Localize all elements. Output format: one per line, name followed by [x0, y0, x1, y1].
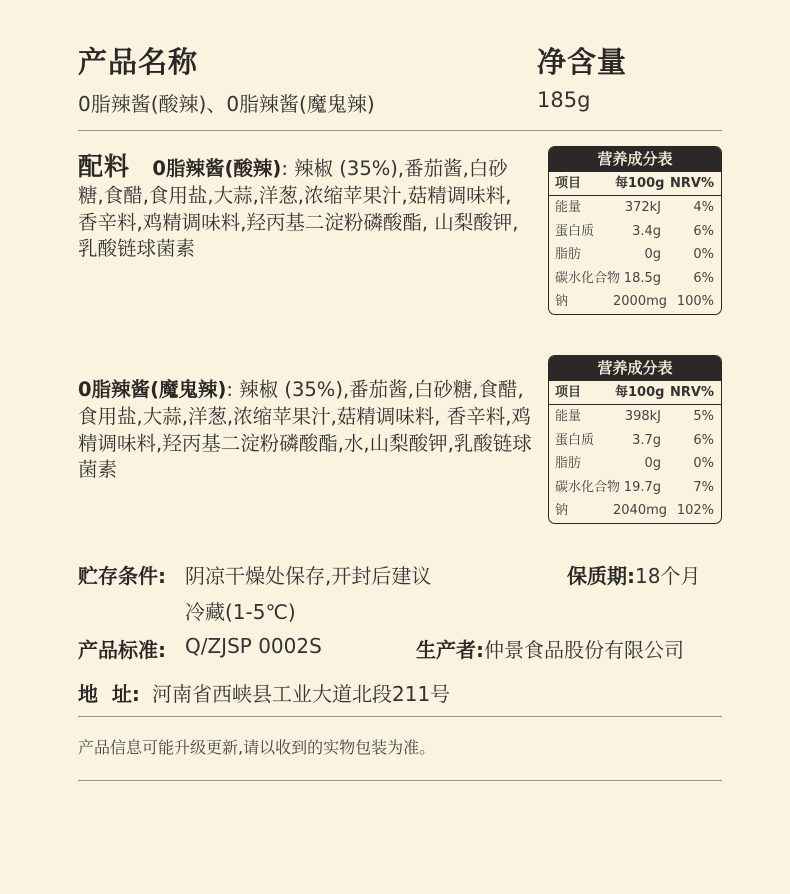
nutrition-table-sour: [548, 146, 722, 315]
row-nrv: 0%: [693, 247, 714, 262]
ingredients-label: 配料: [78, 152, 131, 181]
table-row: [549, 405, 721, 429]
row-label: 能量: [555, 200, 582, 215]
row-nrv: 6%: [693, 270, 714, 286]
row-value: 18.5g: [623, 270, 661, 286]
header-per100g: 每100g: [615, 176, 665, 191]
storage-label: 贮存条件:: [78, 564, 166, 588]
row-nrv: 100%: [676, 294, 714, 309]
ingredients-sour-text: 辣椒 (35%),番茄酱,白砂糖,食醋,食用盐,大蒜,洋葱,浓缩苹果汁,菇精调味料, 香辛料,鸡精调味料,羟丙基二淀粉磷酸酯, 山梨酸钾,乳酸链球菌素: [78, 157, 519, 261]
row-label: 脂肪: [555, 456, 582, 471]
producer-value: 仲景食品股份有限公司: [484, 638, 684, 662]
address-label: 地 址:: [78, 682, 140, 706]
standard-value: Q/ZJSP 0002S: [185, 634, 322, 658]
row-value: 3.4g: [632, 223, 661, 239]
row-label: 碳水化合物: [555, 270, 621, 286]
row-value: 0g: [644, 247, 661, 262]
table-row: [549, 290, 721, 314]
net-weight-value: 185g: [537, 88, 591, 112]
row-nrv: 5%: [693, 409, 714, 424]
row-nrv: 6%: [693, 223, 714, 239]
product-name-value: 0脂辣酱(酸辣)、0脂辣酱(魔鬼辣): [78, 92, 375, 116]
standard: [78, 634, 166, 663]
divider-bottom: [78, 780, 722, 781]
nutrition-table-header: [549, 381, 721, 405]
row-nrv: 0%: [693, 456, 714, 471]
ingredients-sour-name: 0脂辣酱(酸辣): [152, 157, 282, 180]
producer-label: 生产者:: [416, 638, 484, 662]
row-value: 372kJ: [624, 200, 661, 215]
standard-label: 产品标准:: [78, 638, 166, 662]
table-row: [549, 267, 721, 291]
row-label: 钠: [555, 503, 569, 518]
row-label: 钠: [555, 294, 569, 309]
producer: [416, 634, 684, 663]
ingredients-devil-text: 辣椒 (35%),番茄酱,白砂糖,食醋,食用盐,大蒜,洋葱,浓缩苹果汁,菇精调味料, 香辛料,鸡精调味料,羟丙基二淀粉磷酸酯,水,山梨酸钾,乳酸链球菌素: [78, 378, 532, 482]
storage-label-wrap: [78, 560, 166, 589]
divider-middle: [78, 716, 722, 717]
nutrition-table-title: 营养成分表: [549, 147, 721, 172]
row-label: 脂肪: [555, 247, 582, 262]
table-row: [549, 452, 721, 476]
address-value: 河南省西峡县工业大道北段211号: [152, 682, 451, 706]
address: [78, 678, 140, 707]
row-label: 碳水化合物: [555, 479, 621, 495]
table-row: [549, 220, 721, 244]
shelf-life-label: 保质期:: [567, 564, 635, 588]
net-weight-label: 净含量: [537, 45, 628, 79]
table-row: [549, 499, 721, 523]
nutrition-table-title: 营养成分表: [549, 356, 721, 381]
row-value: 2040mg: [613, 503, 667, 518]
ingredients-devil-name: 0脂辣酱(魔鬼辣): [78, 378, 227, 401]
row-label: 能量: [555, 409, 582, 424]
ingredients-devil: [78, 377, 534, 484]
row-value: 398kJ: [624, 409, 661, 424]
table-row: [549, 429, 721, 453]
ingredients-devil-sep: :: [226, 378, 240, 401]
divider-top: [78, 130, 722, 131]
row-value: 3.7g: [632, 432, 661, 448]
storage-line2: 冷藏(1-5℃): [185, 600, 296, 624]
nutrition-table-devil: [548, 355, 722, 524]
header-nrv: NRV%: [670, 385, 714, 400]
ingredients-sour-sep: :: [281, 157, 295, 180]
header-per100g: 每100g: [615, 385, 665, 400]
product-name-label: 产品名称: [78, 45, 199, 79]
row-nrv: 7%: [693, 479, 714, 495]
row-nrv: 4%: [693, 200, 714, 215]
shelf-life-value: 18个月: [635, 564, 701, 588]
row-label: 蛋白质: [555, 223, 595, 239]
header-nrv: NRV%: [670, 176, 714, 191]
row-label: 蛋白质: [555, 432, 595, 448]
row-nrv: 6%: [693, 432, 714, 448]
nutrition-table-header: [549, 172, 721, 196]
shelf-life: [567, 560, 700, 589]
table-row: [549, 476, 721, 500]
row-value: 0g: [644, 456, 661, 471]
ingredients-sour: [78, 154, 524, 263]
header-item: 项目: [555, 176, 582, 191]
update-notice: 产品信息可能升级更新,请以收到的实物包装为准。: [78, 738, 436, 757]
header-item: 项目: [555, 385, 582, 400]
storage-line1: 阴凉干燥处保存,开封后建议: [185, 564, 432, 588]
row-value: 19.7g: [623, 479, 661, 495]
table-row: [549, 243, 721, 267]
row-value: 2000mg: [613, 294, 667, 309]
table-row: [549, 196, 721, 220]
row-nrv: 102%: [676, 503, 714, 518]
